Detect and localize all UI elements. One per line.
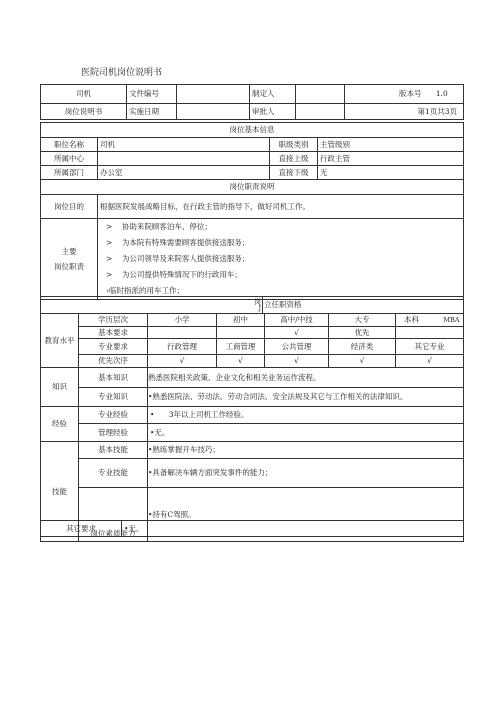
basic-skills-value: •熟练掌握开车技巧； <box>148 442 464 459</box>
professional-knowledge-value: •熟悉医院法、劳动法、劳动合同法、安全法规及其它与工作相关的法律知识。 <box>148 388 464 407</box>
basic-requirement-label: 基本要求 <box>79 327 148 339</box>
basic-knowledge-value: 熟悉医院相关政策、企业文化和相关业务运作流程。 <box>148 368 464 388</box>
other-requirements-table <box>40 520 464 537</box>
main-duties-label-line1: 主要 <box>61 246 77 256</box>
version-label: 版本号 <box>399 89 422 99</box>
qualification-heading: 立任职资格 <box>263 297 464 314</box>
education-label: 教育水平 <box>41 314 79 368</box>
direct-subordinate-label: 直接下级 <box>270 166 318 180</box>
basic-skills-label: 基本技能 <box>79 442 148 459</box>
doc-no-label: 文件编号 <box>127 85 177 104</box>
drafter-label: 制定人 <box>250 85 296 104</box>
priority-economics: √ <box>329 355 396 368</box>
major-economics: 经济类 <box>329 339 396 355</box>
duty-item: > 为本院有特殊需要顾客提供接送服务； <box>106 238 250 247</box>
department-value: 办公室 <box>98 166 270 180</box>
effective-date-label: 实施日期 <box>127 104 177 120</box>
priority-business: √ <box>217 355 265 368</box>
duty-item: > 为公司领导及来院客人提供接送服务； <box>106 254 250 263</box>
level-primary: 小学 <box>148 314 217 327</box>
purpose-value: 根据医院发展战略目标，在行政主管的指导下，做好司机工作。 <box>98 195 464 219</box>
approver-label: 审批人 <box>250 104 296 120</box>
priority-admin: √ <box>148 355 217 368</box>
qualification-heading-mark: J <box>258 304 261 312</box>
drafter-value <box>296 85 345 104</box>
level-senior: 高中/中技 <box>265 314 329 327</box>
main-duties-list <box>98 219 464 300</box>
basic-info-table <box>40 122 464 300</box>
department-label: 所属部门 <box>41 166 98 180</box>
major-business: 工商管理 <box>217 339 265 355</box>
skills-label: 技能 <box>41 442 79 542</box>
quality-ability-label: 岗位素质能力 <box>79 488 148 542</box>
job-name-value: 司机 <box>98 138 270 152</box>
direct-subordinate-value: 无 <box>318 166 464 180</box>
professional-experience-value: • 3年以上司机工作经验。 <box>148 407 464 424</box>
priority-public: √ <box>265 355 329 368</box>
professional-skills-label: 专业技能 <box>79 459 148 488</box>
req-primary <box>148 327 217 339</box>
req-bachelor-mba <box>396 327 464 339</box>
job-level-value: 主管级别 <box>318 138 464 152</box>
major-requirement-label: 专业要求 <box>79 339 148 355</box>
purpose-label: 岗位目的 <box>41 195 98 219</box>
doc-no-value <box>177 85 250 104</box>
approver-value <box>296 104 345 120</box>
duty-item: > 协助来院顾客泊车、停位； <box>106 222 212 231</box>
education-level-label: 学历层次 <box>79 314 148 327</box>
job-level-label: 职级类别 <box>270 138 318 152</box>
preferred-label: 优先 <box>329 327 396 339</box>
level-college: 大专 <box>329 314 396 327</box>
quality-ability-value: •持有C驾照。 <box>148 488 464 542</box>
page-info: 第1页共3页 <box>345 104 464 120</box>
experience-label: 经验 <box>41 407 79 442</box>
basic-knowledge-label: 基本知识 <box>79 368 148 388</box>
duty-item: > 为公司提供特殊情况下的行政用车； <box>106 270 242 279</box>
document-title: 医院司机岗位说明书 <box>81 68 163 78</box>
management-experience-value: •无。 <box>148 424 464 442</box>
role-title: 司机 <box>41 85 127 104</box>
level-bachelor: 本科 <box>404 315 419 325</box>
major-admin: 行政管理 <box>148 339 217 355</box>
knowledge-label: 知识 <box>41 368 79 407</box>
priority-label: 优先次序 <box>79 355 148 368</box>
duty-item: ›临时指派的用车工作； <box>106 286 184 295</box>
priority-other: √ <box>396 355 464 368</box>
job-name-label: 职位名称 <box>41 138 98 152</box>
duties-heading: 岗位职责说明 <box>41 180 464 195</box>
level-junior: 初中 <box>217 314 265 327</box>
major-public: 公共管理 <box>265 339 329 355</box>
other-requirements-value: •无。 <box>122 521 464 537</box>
center-label: 所属中心 <box>41 152 98 166</box>
req-senior: √ <box>265 327 329 339</box>
level-bachelor-mba <box>396 314 464 327</box>
direct-superior-value: 行政主管 <box>318 152 464 166</box>
major-other: 其它专业 <box>396 339 464 355</box>
req-junior <box>217 327 265 339</box>
qualification-heading-table <box>40 296 464 314</box>
basic-info-heading: 岗位基本信息 <box>41 123 464 138</box>
professional-knowledge-label: 专业知识 <box>79 388 148 407</box>
main-duties-label-line2: 岗位职责 <box>54 262 84 271</box>
other-requirements-label: 其它要求 <box>41 521 122 537</box>
version-value: 1.0 <box>435 89 448 99</box>
role-subtitle: 岗位说明书 <box>41 104 127 120</box>
level-mba: MBA <box>443 316 460 325</box>
header-table <box>40 84 464 120</box>
effective-date-value <box>177 104 250 120</box>
professional-skills-value: •具备解决车辆方面突发事件的能力； <box>148 459 464 488</box>
professional-experience-label: 专业经验 <box>79 407 148 424</box>
center-value <box>98 152 270 166</box>
management-experience-label: 管理经验 <box>79 424 148 442</box>
direct-superior-label: 直接上级 <box>270 152 318 166</box>
main-duties-label <box>41 219 98 300</box>
version-cell <box>345 85 464 104</box>
qualification-table <box>40 313 464 542</box>
qualification-heading-char: 岗 <box>254 297 261 306</box>
qualification-heading-prefix <box>41 297 263 314</box>
